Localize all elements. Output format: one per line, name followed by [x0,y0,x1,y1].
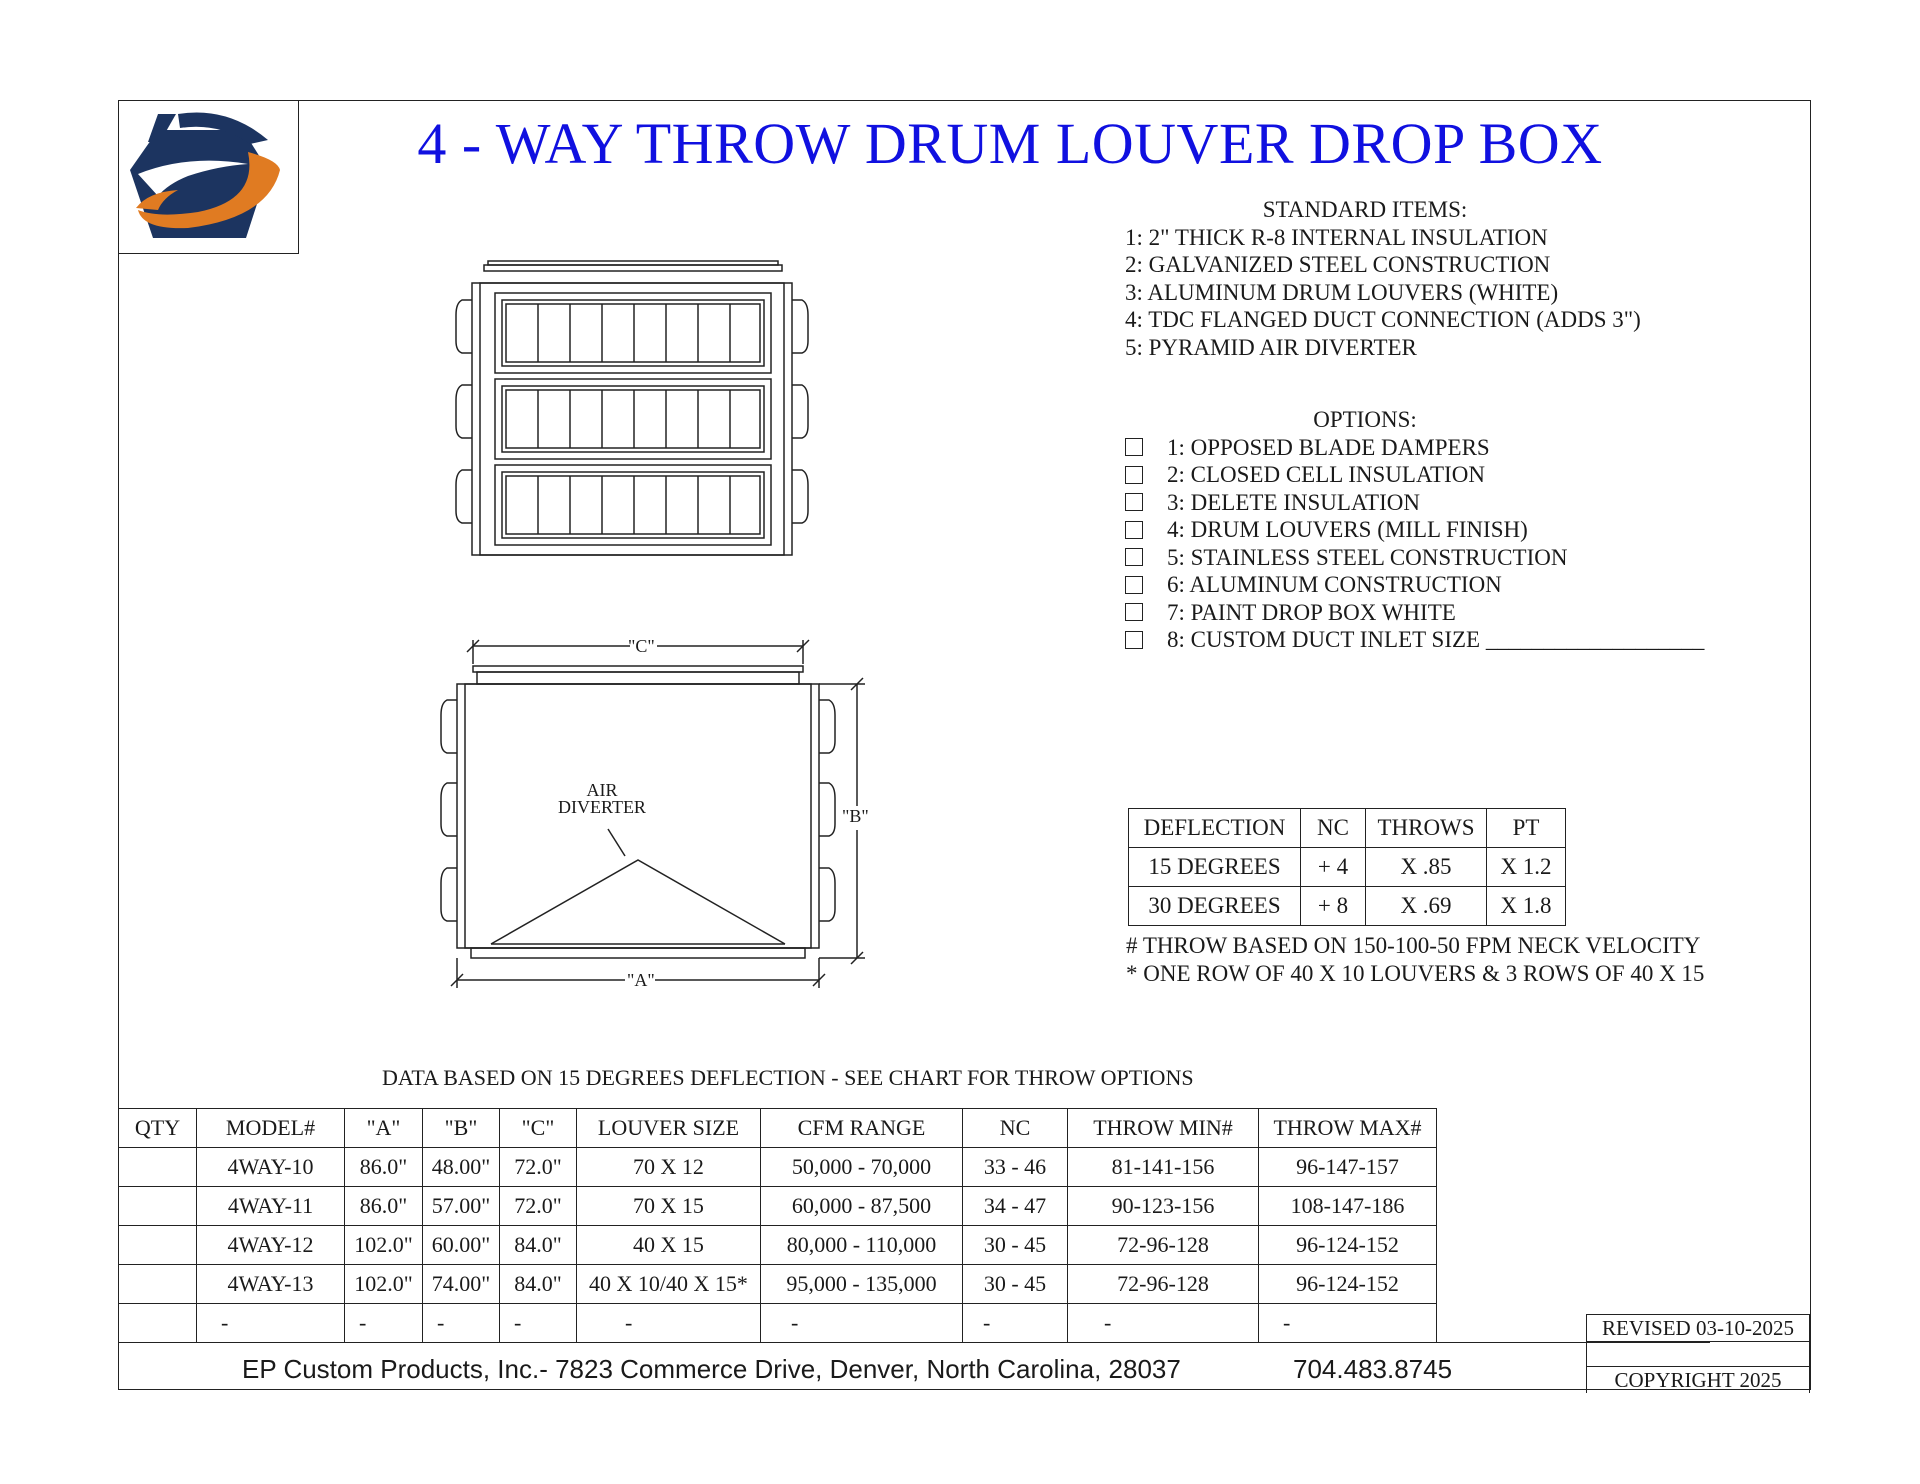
qty-cell[interactable] [119,1187,197,1226]
section-view-drawing [425,628,885,1000]
option-label: 2: CLOSED CELL INSULATION [1167,462,1485,487]
table-header-cell: LOUVER SIZE [577,1109,761,1148]
table-header-cell: "A" [345,1109,423,1148]
option-label: 1: OPPOSED BLADE DAMPERS [1167,434,1490,460]
option-row[interactable] [1125,544,1745,572]
revision-row [1587,1342,1810,1367]
qty-cell[interactable] [119,1226,197,1265]
revision-row [1587,1315,1810,1342]
options-list [1125,406,1745,654]
table-cell: 30 - 45 [963,1265,1068,1304]
table-row [119,1265,1437,1304]
table-header-cell: DEFLECTION [1129,809,1301,848]
option-checkbox[interactable] [1125,603,1143,621]
option-label: 7: PAINT DROP BOX WHITE [1167,599,1456,625]
front-view-drawing [440,255,840,575]
louver-row [495,379,771,459]
revision-block [1586,1314,1810,1393]
table-cell: 30 DEGREES [1129,887,1301,926]
option-label: 3: DELETE INSULATION [1167,489,1420,515]
option-checkbox[interactable] [1125,521,1143,539]
table-cell: 34 - 47 [963,1187,1068,1226]
table-header-cell: THROW MAX# [1259,1109,1437,1148]
table-row [1129,887,1566,926]
table-header-cell: THROW MIN# [1068,1109,1259,1148]
option-row[interactable] [1125,571,1745,599]
footer-divider [118,1342,1710,1343]
table-cell: 84.0" [500,1226,577,1265]
table-cell: X .69 [1366,887,1487,926]
table-cell: 96-124-152 [1259,1226,1437,1265]
table-cell: 96-147-157 [1259,1148,1437,1187]
qty-cell[interactable] [119,1265,197,1304]
dimension-b-label: "B" [842,806,869,826]
table-header-cell: PT [1487,809,1566,848]
dimension-c-label: "C" [628,636,655,656]
model-data-table [118,1108,1437,1343]
table-cell: 50,000 - 70,000 [761,1148,963,1187]
air-diverter-label [552,782,652,816]
standard-item: 3: ALUMINUM DRUM LOUVERS (WHITE) [1125,279,1559,305]
table-cell: 72-96-128 [1068,1226,1259,1265]
note-line: # THROW BASED ON 150-100-50 FPM NECK VELOCITY [1126,933,1701,958]
table-cell: 40 X 15 [577,1226,761,1265]
option-checkbox[interactable] [1125,493,1143,511]
standard-item: 2: GALVANIZED STEEL CONSTRUCTION [1125,252,1551,277]
table-cell: 74.00" [423,1265,500,1304]
table-header-cell: CFM RANGE [761,1109,963,1148]
table-header-cell: "C" [500,1109,577,1148]
table-cell: 60,000 - 87,500 [761,1187,963,1226]
footer-phone: 704.483.8745 [1293,1354,1453,1384]
table-cell: 102.0" [345,1226,423,1265]
table-cell: - [345,1304,423,1343]
table-header-cell: MODEL# [197,1109,345,1148]
table-cell: 95,000 - 135,000 [761,1265,963,1304]
table-cell: 72-96-128 [1068,1265,1259,1304]
table-cell: + 4 [1301,848,1366,887]
table-cell: 81-141-156 [1068,1148,1259,1187]
table-cell: - [963,1304,1068,1343]
option-row[interactable] [1125,489,1745,517]
option-label: 4: DRUM LOUVERS (MILL FINISH) [1167,517,1528,542]
table-cell: 86.0" [345,1187,423,1226]
table-cell: 80,000 - 110,000 [761,1226,963,1265]
options-heading: OPTIONS: [1313,407,1417,432]
table-cell: 70 X 12 [577,1148,761,1187]
deflection-table [1128,808,1566,926]
note-line: * ONE ROW OF 40 X 10 LOUVERS & 3 ROWS OF 40 X 15 [1126,960,1705,986]
option-checkbox[interactable] [1125,466,1143,484]
table-cell: - [761,1304,963,1343]
qty-cell[interactable] [119,1148,197,1187]
table-cell: 33 - 46 [963,1148,1068,1187]
option-label: 5: STAINLESS STEEL CONSTRUCTION [1167,544,1568,570]
standard-items [1125,196,1715,361]
table-cell: 96-124-152 [1259,1265,1437,1304]
logo-box [118,100,299,254]
copyright: COPYRIGHT 2025 [1587,1367,1810,1394]
option-row[interactable] [1125,434,1745,462]
revision-spacer [1587,1342,1810,1367]
revised-date: REVISED 03-10-2025 [1587,1315,1810,1342]
qty-cell[interactable] [119,1304,197,1343]
table-cell: - [1068,1304,1259,1343]
air-diverter [491,860,785,944]
table-cell: 4WAY-13 [197,1265,345,1304]
company-logo [118,100,296,250]
table-header-row [1129,809,1566,848]
table-header-cell: NC [1301,809,1366,848]
notes [1126,932,1704,987]
table-cell: - [577,1304,761,1343]
table-cell: - [500,1304,577,1343]
table-cell: 84.0" [500,1265,577,1304]
table-row [119,1304,1437,1343]
air-diverter-label-line: AIR [586,780,618,800]
table-cell: 86.0" [345,1148,423,1187]
table-cell: + 8 [1301,887,1366,926]
revision-row [1587,1367,1810,1394]
table-cell: X .85 [1366,848,1487,887]
table-cell: - [423,1304,500,1343]
option-row[interactable] [1125,626,1745,654]
table-cell: 48.00" [423,1148,500,1187]
table-cell: X 1.8 [1487,887,1566,926]
table-row [119,1187,1437,1226]
option-checkbox[interactable] [1125,438,1143,456]
table-cell: 4WAY-12 [197,1226,345,1265]
table-cell: - [197,1304,345,1343]
table-cell: 72.0" [500,1187,577,1226]
standard-item: 4: TDC FLANGED DUCT CONNECTION (ADDS 3") [1125,307,1641,332]
table-cell: 70 X 15 [577,1187,761,1226]
louver-row [495,465,771,545]
table-row [119,1148,1437,1187]
option-row[interactable] [1125,461,1745,489]
option-label: 8: CUSTOM DUCT INLET SIZE ___________________ [1167,627,1705,652]
option-checkbox[interactable] [1125,631,1143,649]
table-row [1129,848,1566,887]
table-cell: 72.0" [500,1148,577,1187]
page-title: 4 - WAY THROW DRUM LOUVER DROP BOX [417,111,1603,176]
table-cell: X 1.2 [1487,848,1566,887]
table-header-cell: QTY [119,1109,197,1148]
table-cell: 90-123-156 [1068,1187,1259,1226]
footer-company: EP Custom Products, Inc.- 7823 Commerce Drive, Denver, North Carolina, 28037 [242,1354,1181,1384]
data-caption: DATA BASED ON 15 DEGREES DEFLECTION - SEE CHART FOR THROW OPTIONS [382,1065,1194,1090]
table-header-cell: "B" [423,1109,500,1148]
standard-item: 1: 2" THICK R-8 INTERNAL INSULATION [1125,224,1548,250]
table-cell: 102.0" [345,1265,423,1304]
table-cell: 108-147-186 [1259,1187,1437,1226]
dimension-a-label: "A" [627,970,655,990]
option-label: 6: ALUMINUM CONSTRUCTION [1167,572,1502,597]
table-cell: 15 DEGREES [1129,848,1301,887]
table-header-cell: THROWS [1366,809,1487,848]
table-header-cell: NC [963,1109,1068,1148]
table-header-row [119,1109,1437,1148]
table-cell: 57.00" [423,1187,500,1226]
louver-row [495,293,771,373]
table-row [119,1226,1437,1265]
standard-item: 5: PYRAMID AIR DIVERTER [1125,334,1417,360]
table-cell: 30 - 45 [963,1226,1068,1265]
option-row[interactable] [1125,599,1745,627]
table-cell: 4WAY-10 [197,1148,345,1187]
option-checkbox[interactable] [1125,548,1143,566]
option-row[interactable] [1125,516,1745,544]
option-checkbox[interactable] [1125,576,1143,594]
air-diverter-label-line: DIVERTER [558,797,646,817]
table-cell: - [1259,1304,1437,1343]
table-cell: 4WAY-11 [197,1187,345,1226]
standard-items-heading: STANDARD ITEMS: [1262,197,1468,222]
table-cell: 60.00" [423,1226,500,1265]
table-cell: 40 X 10/40 X 15* [577,1265,761,1304]
